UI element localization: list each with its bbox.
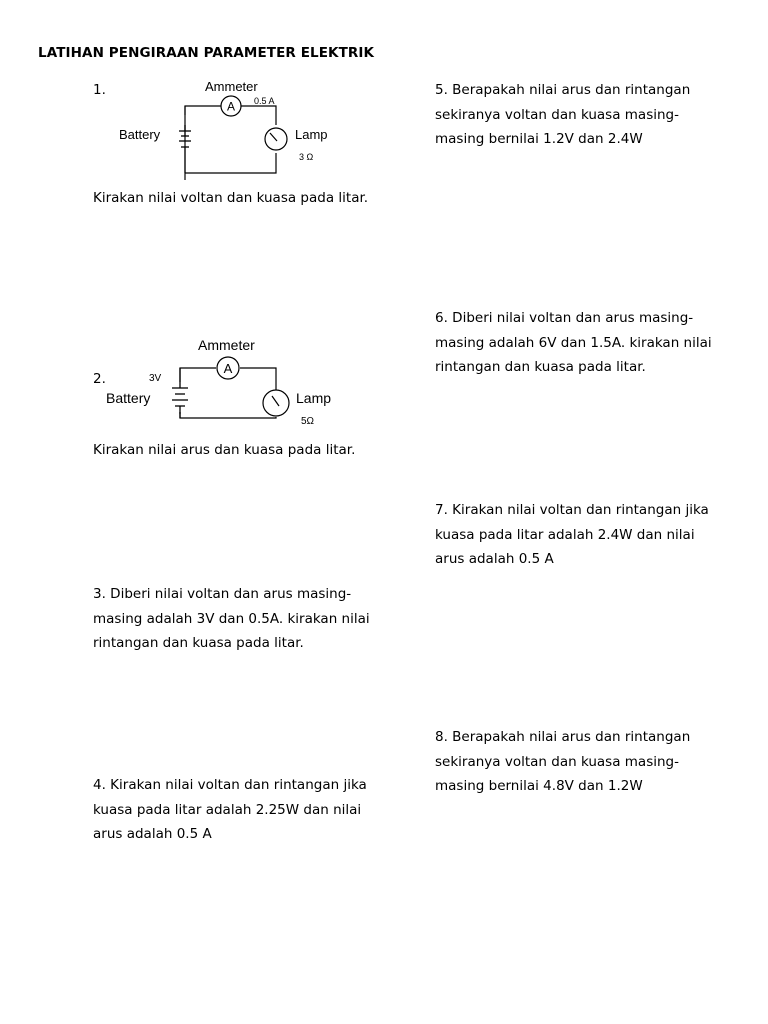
- q2-number: 2.: [93, 371, 106, 387]
- q7-text: [435, 498, 709, 572]
- q4-line: kuasa pada litar adalah 2.25W dan nilai: [93, 801, 362, 818]
- q4-line: 4. Kirakan nilai voltan dan rintangan jika: [93, 777, 367, 793]
- q6-line: rintangan dan kuasa pada litar.: [435, 359, 646, 375]
- q2-question: Kirakan nilai arus dan kuasa pada litar.: [93, 442, 356, 458]
- page-title: LATIHAN PENGIRAAN PARAMETER ELEKTRIK: [38, 45, 375, 61]
- q6-line: masing adalah 6V dan 1.5A. kirakan nilai: [435, 334, 712, 351]
- q1-question: Kirakan nilai voltan dan kuasa pada litar.: [93, 190, 369, 206]
- q2-circuit-diagram: [90, 330, 360, 435]
- q1-battery-label: Battery: [119, 127, 161, 142]
- q2-ammeter-label: Ammeter: [198, 337, 255, 353]
- q1-current-label: 0.5 A: [254, 96, 275, 106]
- q1-ammeter-label: Ammeter: [205, 79, 258, 94]
- q1-number: 1.: [93, 82, 106, 98]
- q7-line: arus adalah 0.5 A: [435, 551, 554, 567]
- q1-ammeter-symbol: A: [226, 99, 236, 114]
- q5-line: 5. Berapakah nilai arus dan rintangan: [435, 82, 691, 98]
- q2-battery-label: Battery: [106, 390, 151, 406]
- q7-line: 7. Kirakan nilai voltan dan rintangan jika: [435, 502, 709, 518]
- q8-text: [435, 725, 690, 799]
- q1-lamp-label: Lamp: [295, 127, 328, 142]
- q2-lamp-icon: [263, 390, 289, 416]
- q1-circuit-diagram: [110, 75, 350, 185]
- q8-line: masing bernilai 4.8V dan 1.2W: [435, 778, 643, 794]
- q5-text: [435, 78, 690, 152]
- q3-line: masing adalah 3V dan 0.5A. kirakan nilai: [93, 610, 370, 627]
- q6-text: [435, 306, 712, 380]
- q2-voltage-label: 3V: [149, 373, 162, 384]
- q8-line: sekiranya voltan dan kuasa masing-: [435, 753, 679, 770]
- q5-line: masing bernilai 1.2V dan 2.4W: [435, 131, 643, 147]
- q5-line: sekiranya voltan dan kuasa masing-: [435, 106, 679, 123]
- q1-resistance-label: 3 Ω: [299, 152, 314, 162]
- q8-line: 8. Berapakah nilai arus dan rintangan: [435, 729, 691, 745]
- q2-ammeter-symbol: A: [223, 361, 233, 376]
- q3-line: 3. Diberi nilai voltan dan arus masing-: [93, 586, 352, 602]
- q2-resistance-label: 5Ω: [301, 416, 315, 427]
- q4-line: arus adalah 0.5 A: [93, 826, 212, 842]
- q7-line: kuasa pada litar adalah 2.4W dan nilai: [435, 526, 695, 543]
- q4-text: [93, 773, 367, 847]
- q3-text: [93, 582, 370, 656]
- q3-line: rintangan dan kuasa pada litar.: [93, 635, 304, 651]
- q6-line: 6. Diberi nilai voltan dan arus masing-: [435, 310, 694, 326]
- q2-lamp-label: Lamp: [296, 390, 332, 406]
